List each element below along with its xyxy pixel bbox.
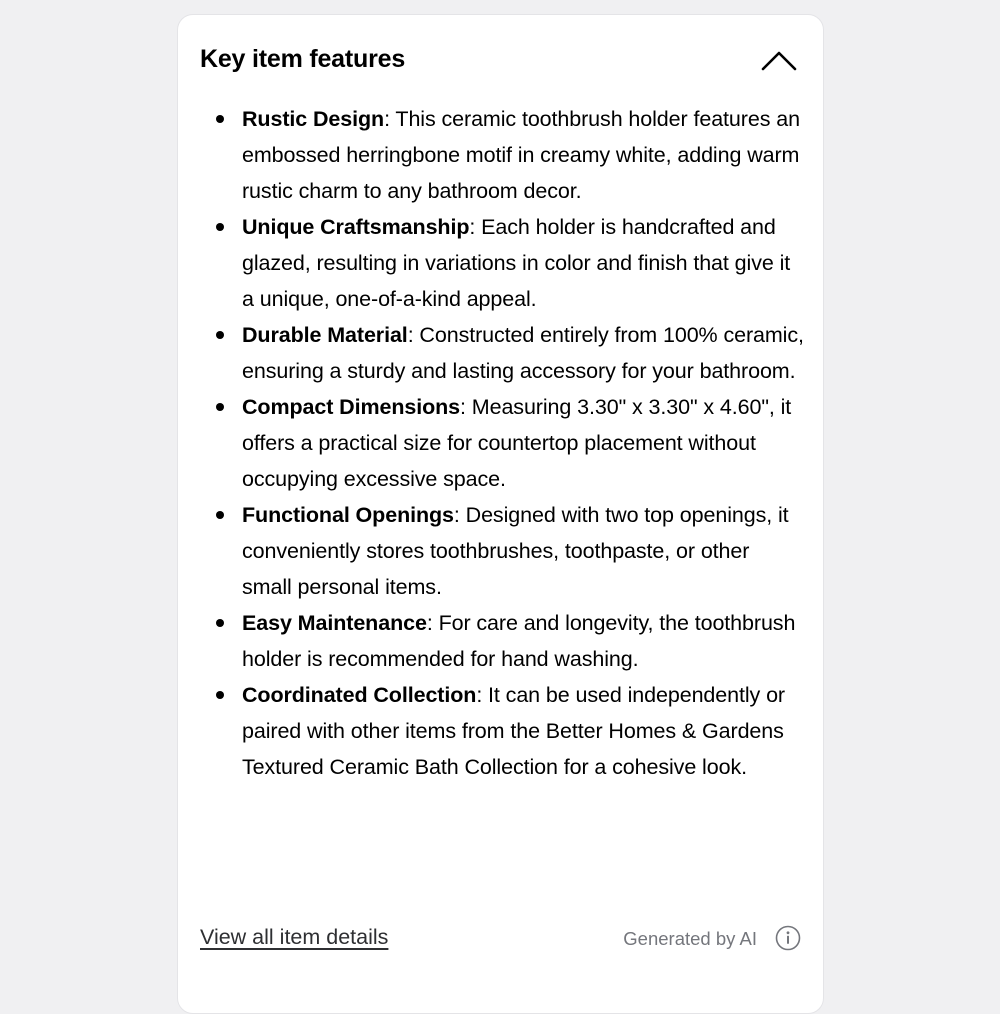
feature-name: Functional Openings bbox=[242, 503, 454, 527]
feature-name: Durable Material bbox=[242, 323, 408, 347]
view-all-details-link[interactable]: View all item details bbox=[200, 925, 389, 949]
feature-text: : Each holder is handcrafted and glazed, resulting in variations in color and finish that give it a unique, one-of-a-kind appeal. bbox=[242, 215, 791, 311]
bullet-icon bbox=[216, 691, 224, 699]
feature-name: Compact Dimensions bbox=[242, 395, 461, 419]
feature-item bbox=[214, 101, 804, 209]
card-header bbox=[200, 43, 801, 79]
feature-item bbox=[214, 317, 804, 389]
key-features-card bbox=[177, 14, 824, 1014]
bullet-icon bbox=[216, 403, 224, 411]
feature-name: Coordinated Collection bbox=[242, 683, 477, 707]
card-footer bbox=[200, 921, 801, 957]
section-title: Key item features bbox=[200, 45, 406, 73]
feature-text: : It can be used independently or paired with other items from the Better Homes & Gardens Textured Ceramic Bath Collection for a cohesive look. bbox=[242, 683, 785, 779]
info-icon bbox=[775, 925, 801, 951]
feature-text: : Designed with two top openings, it conveniently stores toothbrushes, toothpaste, or other small personal items. bbox=[242, 503, 789, 599]
bullet-icon bbox=[216, 619, 224, 627]
bullet-icon bbox=[216, 511, 224, 519]
feature-item bbox=[214, 209, 804, 317]
feature-text: : Measuring 3.30" x 3.30" x 4.60", it offers a practical size for countertop placement without occupying excessive space. bbox=[242, 395, 792, 491]
feature-name: Rustic Design bbox=[242, 107, 385, 131]
bullet-icon bbox=[216, 115, 224, 123]
info-button[interactable] bbox=[775, 925, 801, 951]
feature-item bbox=[214, 389, 804, 497]
feature-text: : Constructed entirely from 100% ceramic, ensuring a sturdy and lasting accessory for your bathroom. bbox=[242, 323, 804, 383]
bullet-icon bbox=[216, 331, 224, 339]
chevron-up-icon bbox=[759, 45, 799, 77]
feature-list bbox=[214, 101, 804, 785]
feature-text: : This ceramic toothbrush holder features an embossed herringbone motif in creamy white, adding warm rustic charm to any bathroom decor. bbox=[242, 107, 800, 203]
feature-name: Unique Craftsmanship bbox=[242, 215, 470, 239]
collapse-button[interactable] bbox=[759, 45, 799, 77]
feature-item bbox=[214, 677, 804, 785]
bullet-icon bbox=[216, 223, 224, 231]
generated-by-ai-label: Generated by AI bbox=[623, 928, 757, 949]
feature-item bbox=[214, 497, 804, 605]
feature-item bbox=[214, 605, 804, 677]
feature-name: Easy Maintenance bbox=[242, 611, 427, 635]
feature-text: : For care and longevity, the toothbrush holder is recommended for hand washing. bbox=[242, 611, 796, 671]
